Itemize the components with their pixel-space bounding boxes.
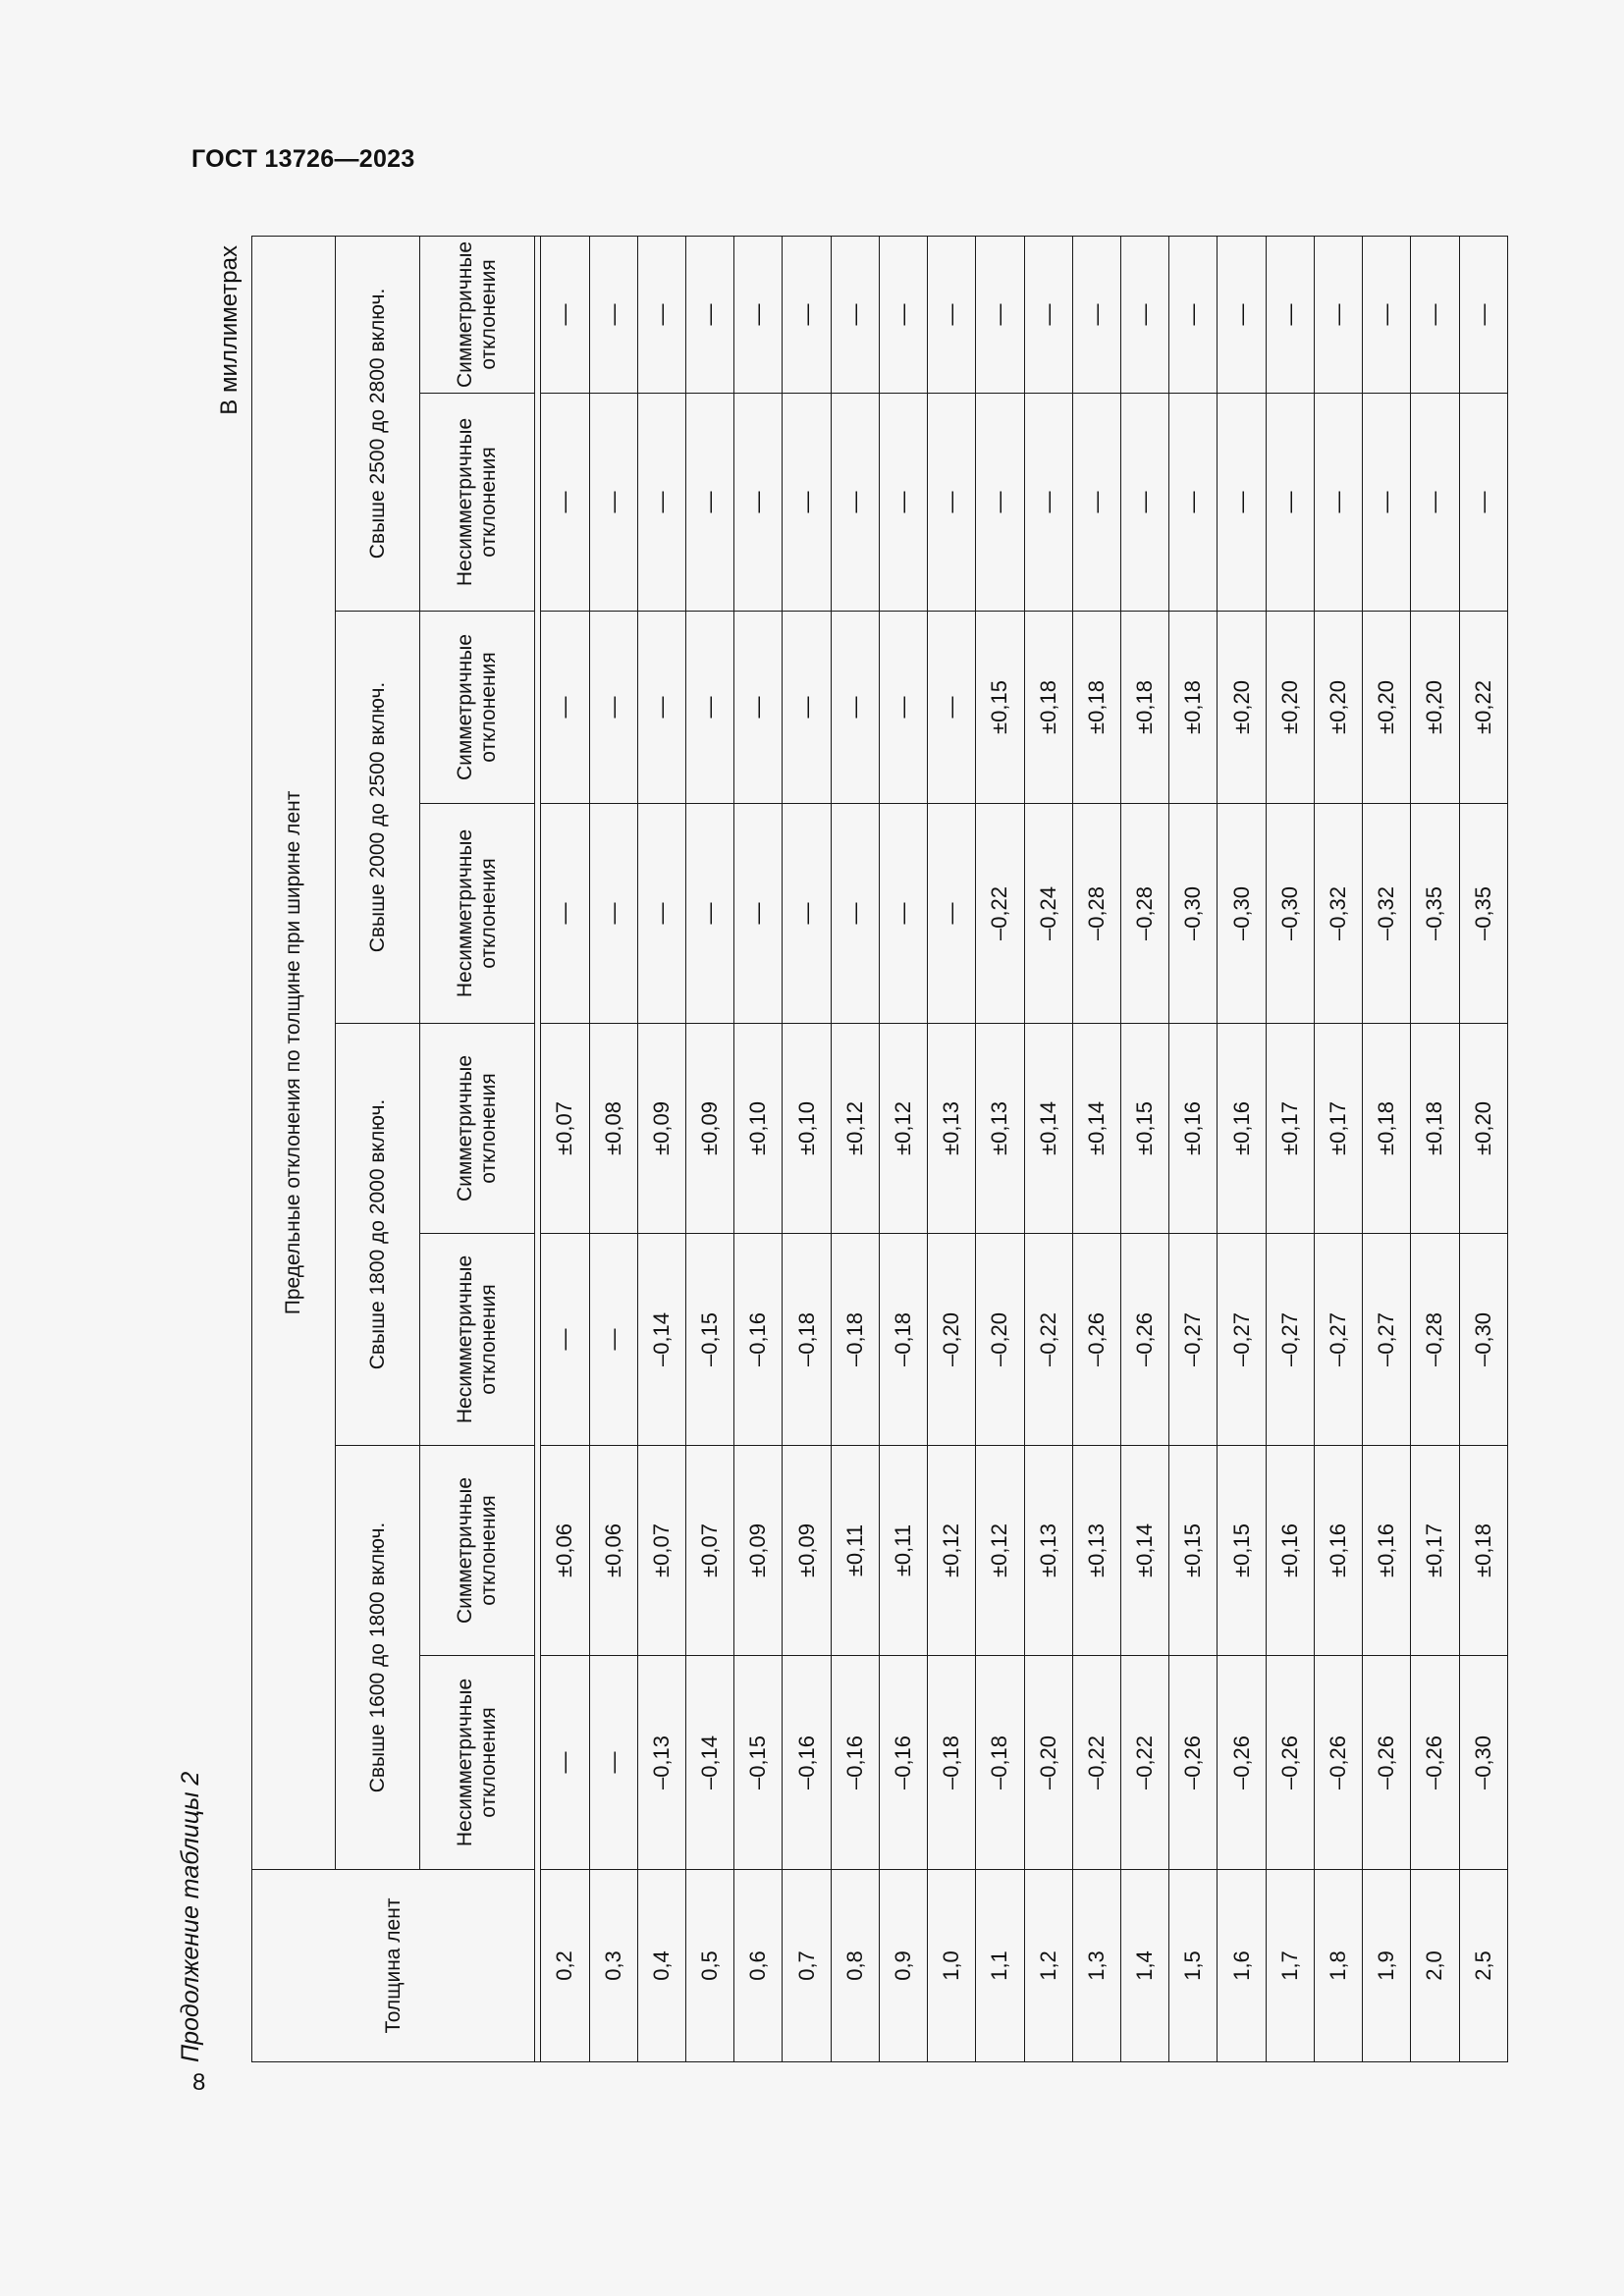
thickness-cell: 1,2 xyxy=(1024,1870,1072,2062)
tolerance-cell: — xyxy=(541,1656,589,1870)
tolerance-cell: — xyxy=(589,1656,637,1870)
tolerance-cell: –0,27 xyxy=(1266,1234,1314,1446)
thickness-cell: 1,0 xyxy=(928,1870,976,2062)
table-row xyxy=(928,236,976,2061)
asym-header: Несимметричные отклонения xyxy=(419,804,535,1024)
tolerance-cell: ±0,22 xyxy=(1459,612,1508,804)
units-note: В миллиметрах xyxy=(216,245,243,415)
tolerance-cell: ±0,15 xyxy=(1120,1024,1168,1234)
asym-header: Несимметричные отклонения xyxy=(419,394,535,612)
tolerance-cell: — xyxy=(976,236,1024,393)
table-row xyxy=(1459,236,1508,2061)
tolerance-cell: — xyxy=(1024,394,1072,612)
table-row xyxy=(1024,236,1072,2061)
tolerance-table xyxy=(251,236,1508,2062)
thickness-cell: 1,1 xyxy=(976,1870,1024,2062)
tolerance-cell: ±0,15 xyxy=(1218,1446,1266,1656)
tolerance-cell: ±0,12 xyxy=(928,1446,976,1656)
tolerance-cell: ±0,09 xyxy=(783,1446,831,1656)
tolerance-cell: — xyxy=(541,804,589,1024)
tolerance-cell: –0,30 xyxy=(1218,804,1266,1024)
tolerance-cell: ±0,17 xyxy=(1314,1024,1362,1234)
width-range-header: Свыше 1800 до 2000 включ. xyxy=(336,1024,419,1446)
tolerance-cell: — xyxy=(928,612,976,804)
thickness-cell: 1,5 xyxy=(1169,1870,1218,2062)
tolerance-cell: — xyxy=(1218,394,1266,612)
asym-header: Несимметричные отклонения xyxy=(419,1234,535,1446)
tolerance-cell: — xyxy=(1363,236,1411,393)
tolerance-cell: ±0,13 xyxy=(1024,1446,1072,1656)
tolerance-cell: ±0,20 xyxy=(1314,612,1362,804)
tolerance-cell: — xyxy=(1411,394,1459,612)
table-row xyxy=(541,236,589,2061)
tolerance-cell: ±0,17 xyxy=(1266,1024,1314,1234)
tolerance-cell: — xyxy=(1459,394,1508,612)
table-row xyxy=(686,236,734,2061)
page-number: 8 xyxy=(192,2069,206,2096)
tolerance-cell: ±0,20 xyxy=(1363,612,1411,804)
tolerance-cell: ±0,09 xyxy=(686,1024,734,1234)
tolerance-cell: –0,28 xyxy=(1411,1234,1459,1446)
tolerance-cell: ±0,12 xyxy=(976,1446,1024,1656)
tolerance-cell: ±0,16 xyxy=(1363,1446,1411,1656)
tolerance-cell: –0,30 xyxy=(1266,804,1314,1024)
table-row xyxy=(879,236,927,2061)
tolerance-cell: ±0,16 xyxy=(1266,1446,1314,1656)
tolerance-cell: –0,32 xyxy=(1363,804,1411,1024)
tolerance-cell: — xyxy=(831,394,879,612)
tolerance-cell: — xyxy=(589,236,637,393)
group-header: Предельные отклонения по толщине при ширине лент xyxy=(252,236,336,1869)
thickness-cell: 0,3 xyxy=(589,1870,637,2062)
tolerance-cell: ±0,14 xyxy=(1024,1024,1072,1234)
tolerance-cell: ±0,18 xyxy=(1120,612,1168,804)
document-header: ГОСТ 13726—2023 xyxy=(191,145,415,173)
tolerance-cell: –0,22 xyxy=(1072,1656,1120,1870)
tolerance-cell: –0,26 xyxy=(1411,1656,1459,1870)
tolerance-cell: — xyxy=(1169,236,1218,393)
tolerance-cell: –0,14 xyxy=(686,1656,734,1870)
thickness-cell: 0,6 xyxy=(734,1870,783,2062)
tolerance-cell: ±0,07 xyxy=(541,1024,589,1234)
thickness-cell: 0,2 xyxy=(541,1870,589,2062)
tolerance-cell: — xyxy=(734,804,783,1024)
thickness-cell: 1,6 xyxy=(1218,1870,1266,2062)
thickness-cell: 1,3 xyxy=(1072,1870,1120,2062)
sym-header: Симметричные отклонения xyxy=(419,612,535,804)
tolerance-cell: — xyxy=(928,394,976,612)
tolerance-cell: ±0,12 xyxy=(831,1024,879,1234)
tolerance-cell: ±0,13 xyxy=(928,1024,976,1234)
thickness-cell: 1,8 xyxy=(1314,1870,1362,2062)
tolerance-cell: — xyxy=(734,236,783,393)
tolerance-cell: –0,20 xyxy=(1024,1656,1072,1870)
table-row xyxy=(734,236,783,2061)
tolerance-cell: –0,20 xyxy=(976,1234,1024,1446)
tolerance-cell: –0,22 xyxy=(976,804,1024,1024)
tolerance-cell: ±0,07 xyxy=(637,1446,685,1656)
tolerance-cell: ±0,18 xyxy=(1169,612,1218,804)
tolerance-cell: — xyxy=(879,612,927,804)
tolerance-cell: ±0,06 xyxy=(541,1446,589,1656)
tolerance-cell: ±0,12 xyxy=(879,1024,927,1234)
thickness-cell: 0,9 xyxy=(879,1870,927,2062)
tolerance-cell: –0,26 xyxy=(1266,1656,1314,1870)
table-row xyxy=(589,236,637,2061)
tolerance-cell: — xyxy=(686,612,734,804)
tolerance-cell: –0,15 xyxy=(734,1656,783,1870)
tolerance-cell: –0,18 xyxy=(976,1656,1024,1870)
table-row xyxy=(1072,236,1120,2061)
tolerance-cell: –0,27 xyxy=(1314,1234,1362,1446)
tolerance-cell: ±0,18 xyxy=(1459,1446,1508,1656)
tolerance-cell: — xyxy=(734,394,783,612)
tolerance-cell: –0,27 xyxy=(1363,1234,1411,1446)
sym-header: Симметричные отклонения xyxy=(419,236,535,393)
tolerance-cell: –0,28 xyxy=(1120,804,1168,1024)
tolerance-cell: –0,26 xyxy=(1120,1234,1168,1446)
table-row xyxy=(1120,236,1168,2061)
tolerance-cell: –0,15 xyxy=(686,1234,734,1446)
tolerance-cell: — xyxy=(637,804,685,1024)
tolerance-cell: — xyxy=(831,804,879,1024)
tolerance-cell: — xyxy=(1120,236,1168,393)
tolerance-cell: –0,35 xyxy=(1459,804,1508,1024)
tolerance-cell: — xyxy=(1024,236,1072,393)
tolerance-cell: — xyxy=(541,612,589,804)
tolerance-cell: — xyxy=(541,1234,589,1446)
tolerance-cell: — xyxy=(879,804,927,1024)
tolerance-cell: –0,24 xyxy=(1024,804,1072,1024)
tolerance-cell: ±0,14 xyxy=(1120,1446,1168,1656)
tolerance-cell: –0,20 xyxy=(928,1234,976,1446)
tolerance-cell: ±0,07 xyxy=(686,1446,734,1656)
tolerance-cell: — xyxy=(637,236,685,393)
width-range-header: Свыше 1600 до 1800 включ. xyxy=(336,1446,419,1870)
tolerance-cell: –0,30 xyxy=(1459,1656,1508,1870)
tolerance-cell: — xyxy=(928,236,976,393)
tolerance-cell: — xyxy=(879,236,927,393)
table-row xyxy=(783,236,831,2061)
tolerance-cell: ±0,11 xyxy=(831,1446,879,1656)
tolerance-cell: — xyxy=(589,804,637,1024)
thickness-cell: 0,4 xyxy=(637,1870,685,2062)
tolerance-cell: ±0,16 xyxy=(1169,1024,1218,1234)
table-row xyxy=(1218,236,1266,2061)
width-range-header: Свыше 2500 до 2800 включ. xyxy=(336,236,419,611)
table-caption: Продолжение таблицы 2 xyxy=(177,1771,204,2062)
table-row xyxy=(1363,236,1411,2061)
tolerance-cell: –0,30 xyxy=(1459,1234,1508,1446)
table-row xyxy=(1169,236,1218,2061)
tolerance-cell: — xyxy=(1169,394,1218,612)
tolerance-cell: –0,26 xyxy=(1314,1656,1362,1870)
tolerance-cell: ±0,18 xyxy=(1363,1024,1411,1234)
tolerance-cell: ±0,13 xyxy=(976,1024,1024,1234)
tolerance-cell: — xyxy=(928,804,976,1024)
tolerance-cell: –0,27 xyxy=(1169,1234,1218,1446)
width-range-header: Свыше 2000 до 2500 включ. xyxy=(336,612,419,1024)
tolerance-cell: — xyxy=(1120,394,1168,612)
tolerance-cell: ±0,17 xyxy=(1411,1446,1459,1656)
tolerance-cell: — xyxy=(637,394,685,612)
table-row xyxy=(1266,236,1314,2061)
thickness-cell: 1,7 xyxy=(1266,1870,1314,2062)
tolerance-cell: — xyxy=(686,394,734,612)
tolerance-cell: — xyxy=(589,1234,637,1446)
tolerance-cell: –0,13 xyxy=(637,1656,685,1870)
tolerance-cell: –0,16 xyxy=(734,1234,783,1446)
tolerance-cell: –0,27 xyxy=(1218,1234,1266,1446)
tolerance-cell: –0,18 xyxy=(928,1656,976,1870)
tolerance-cell: — xyxy=(589,612,637,804)
thickness-header: Толщина лент xyxy=(252,1870,535,2062)
tolerance-cell: — xyxy=(1411,236,1459,393)
tolerance-cell: ±0,15 xyxy=(976,612,1024,804)
tolerance-cell: ±0,20 xyxy=(1266,612,1314,804)
tolerance-cell: –0,35 xyxy=(1411,804,1459,1024)
tolerance-cell: — xyxy=(589,394,637,612)
tolerance-cell: — xyxy=(686,236,734,393)
tolerance-cell: –0,26 xyxy=(1218,1656,1266,1870)
thickness-cell: 2,0 xyxy=(1411,1870,1459,2062)
tolerance-cell: ±0,18 xyxy=(1072,612,1120,804)
rotated-table-block xyxy=(167,237,1495,2062)
tolerance-cell: –0,26 xyxy=(1072,1234,1120,1446)
tolerance-cell: –0,16 xyxy=(831,1656,879,1870)
tolerance-cell: ±0,06 xyxy=(589,1446,637,1656)
thickness-cell: 0,8 xyxy=(831,1870,879,2062)
tolerance-cell: — xyxy=(1266,394,1314,612)
tolerance-cell: –0,18 xyxy=(879,1234,927,1446)
tolerance-cell: — xyxy=(783,394,831,612)
tolerance-cell: — xyxy=(783,612,831,804)
tolerance-cell: ±0,10 xyxy=(734,1024,783,1234)
tolerance-cell: — xyxy=(734,612,783,804)
sym-header: Симметричные отклонения xyxy=(419,1024,535,1234)
tolerance-cell: ±0,16 xyxy=(1218,1024,1266,1234)
tolerance-cell: — xyxy=(1072,236,1120,393)
table-row xyxy=(831,236,879,2061)
sym-header: Симметричные отклонения xyxy=(419,1446,535,1656)
tolerance-cell: ±0,20 xyxy=(1411,612,1459,804)
tolerance-cell: –0,22 xyxy=(1024,1234,1072,1446)
tolerance-cell: ±0,09 xyxy=(734,1446,783,1656)
tolerance-cell: — xyxy=(1072,394,1120,612)
tolerance-cell: — xyxy=(879,394,927,612)
tolerance-cell: –0,26 xyxy=(1363,1656,1411,1870)
tolerance-cell: ±0,15 xyxy=(1169,1446,1218,1656)
tolerance-cell: ±0,09 xyxy=(637,1024,685,1234)
tolerance-cell: — xyxy=(637,612,685,804)
tolerance-cell: ±0,16 xyxy=(1314,1446,1362,1656)
thickness-cell: 1,9 xyxy=(1363,1870,1411,2062)
tolerance-cell: –0,18 xyxy=(831,1234,879,1446)
tolerance-cell: ±0,13 xyxy=(1072,1446,1120,1656)
table-row xyxy=(1411,236,1459,2061)
tolerance-cell: –0,22 xyxy=(1120,1656,1168,1870)
table-row xyxy=(976,236,1024,2061)
thickness-cell: 2,5 xyxy=(1459,1870,1508,2062)
tolerance-cell: ±0,10 xyxy=(783,1024,831,1234)
tolerance-cell: — xyxy=(1314,394,1362,612)
tolerance-cell: –0,16 xyxy=(783,1656,831,1870)
asym-header: Несимметричные отклонения xyxy=(419,1656,535,1870)
tolerance-cell: –0,14 xyxy=(637,1234,685,1446)
table-row xyxy=(1314,236,1362,2061)
tolerance-cell: — xyxy=(541,236,589,393)
tolerance-cell: — xyxy=(686,804,734,1024)
thickness-cell: 0,7 xyxy=(783,1870,831,2062)
tolerance-cell: ±0,18 xyxy=(1411,1024,1459,1234)
tolerance-cell: — xyxy=(1459,236,1508,393)
tolerance-cell: — xyxy=(1218,236,1266,393)
tolerance-cell: ±0,14 xyxy=(1072,1024,1120,1234)
tolerance-cell: — xyxy=(783,236,831,393)
tolerance-cell: — xyxy=(783,804,831,1024)
tolerance-cell: –0,28 xyxy=(1072,804,1120,1024)
tolerance-cell: –0,16 xyxy=(879,1656,927,1870)
tolerance-cell: ±0,18 xyxy=(1024,612,1072,804)
tolerance-cell: –0,32 xyxy=(1314,804,1362,1024)
tolerance-cell: — xyxy=(831,612,879,804)
tolerance-cell: –0,18 xyxy=(783,1234,831,1446)
table-row xyxy=(637,236,685,2061)
tolerance-cell: –0,30 xyxy=(1169,804,1218,1024)
tolerance-cell: ±0,20 xyxy=(1218,612,1266,804)
tolerance-cell: — xyxy=(541,394,589,612)
tolerance-cell: –0,26 xyxy=(1169,1656,1218,1870)
tolerance-cell: — xyxy=(976,394,1024,612)
tolerance-cell: ±0,11 xyxy=(879,1446,927,1656)
thickness-cell: 1,4 xyxy=(1120,1870,1168,2062)
tolerance-cell: — xyxy=(831,236,879,393)
tolerance-cell: — xyxy=(1314,236,1362,393)
tolerance-cell: — xyxy=(1266,236,1314,393)
thickness-cell: 0,5 xyxy=(686,1870,734,2062)
tolerance-cell: ±0,20 xyxy=(1459,1024,1508,1234)
tolerance-cell: ±0,08 xyxy=(589,1024,637,1234)
tolerance-cell: — xyxy=(1363,394,1411,612)
